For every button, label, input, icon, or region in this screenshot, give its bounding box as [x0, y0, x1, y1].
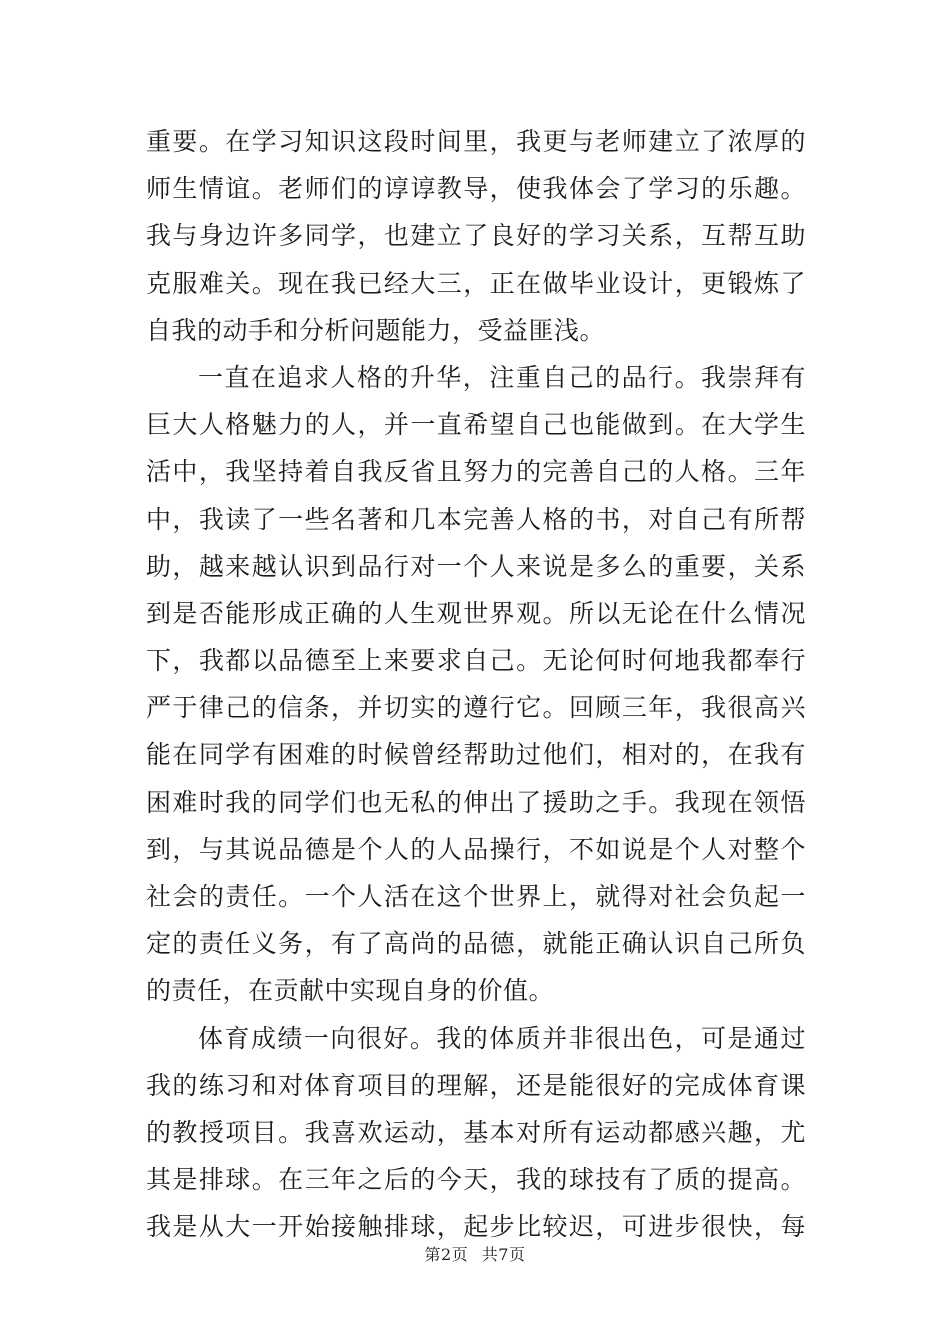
text-line: 到，与其说品德是个人的人品操行，不如说是个人对整个: [146, 834, 806, 864]
page-number-total: 共7页: [481, 1245, 526, 1264]
paragraph-first-line: 体育成绩一向很好。我的体质并非很出色，可是通过: [198, 1023, 806, 1053]
page-number-current: 第2页: [424, 1245, 469, 1264]
text-line: 能在同学有困难的时候曾经帮助过他们，相对的，在我有: [146, 740, 806, 770]
text-line: 中，我读了一些名著和几本完善人格的书，对自己有所帮: [146, 504, 806, 534]
text-line: 定的责任义务，有了高尚的品德，就能正确认识自己所负: [146, 929, 806, 959]
text-line: 困难时我的同学们也无私的伸出了援助之手。我现在领悟: [146, 787, 806, 817]
text-line: 社会的责任。一个人活在这个世界上，就得对社会负起一: [146, 882, 806, 911]
text-line: 活中，我坚持着自我反省且努力的完善自己的人格。三年: [146, 457, 806, 487]
text-line: 严于律己的信条，并切实的遵行它。回顾三年，我很高兴: [146, 693, 806, 723]
text-line: 其是排球。在三年之后的今天，我的球技有了质的提高。: [146, 1165, 806, 1195]
text-line: 我的练习和对体育项目的理解，还是能很好的完成体育课: [146, 1070, 806, 1100]
text-line: 巨大人格魅力的人，并一直希望自己也能做到。在大学生: [146, 410, 806, 440]
text-line: 我与身边许多同学，也建立了良好的学习关系，互帮互助: [146, 221, 806, 251]
page-footer: [0, 1242, 950, 1265]
text-line: 下，我都以品德至上来要求自己。无论何时何地我都奉行: [146, 646, 806, 676]
text-line: 的责任，在贡献中实现自身的价值。: [146, 976, 555, 1006]
text-line: 我是从大一开始接触排球，起步比较迟，可进步很快，每: [146, 1212, 806, 1242]
text-line: 到是否能形成正确的人生观世界观。所以无论在什么情况: [146, 598, 806, 628]
text-line: 助，越来越认识到品行对一个人来说是多么的重要，关系: [146, 551, 806, 581]
text-line: 的教授项目。我喜欢运动，基本对所有运动都感兴趣，尤: [146, 1117, 806, 1147]
text-line: 自我的动手和分析问题能力，受益匪浅。: [146, 315, 606, 345]
text-line: 师生情谊。老师们的谆谆教导，使我体会了学习的乐趣。: [146, 174, 806, 204]
text-line: 重要。在学习知识这段时间里，我更与老师建立了浓厚的: [146, 127, 806, 156]
document-body: [146, 118, 806, 1251]
text-line: 克服难关。现在我已经大三，正在做毕业设计，更锻炼了: [146, 268, 806, 298]
paragraph-first-line: 一直在追求人格的升华，注重自己的品行。我崇拜有: [198, 362, 806, 392]
